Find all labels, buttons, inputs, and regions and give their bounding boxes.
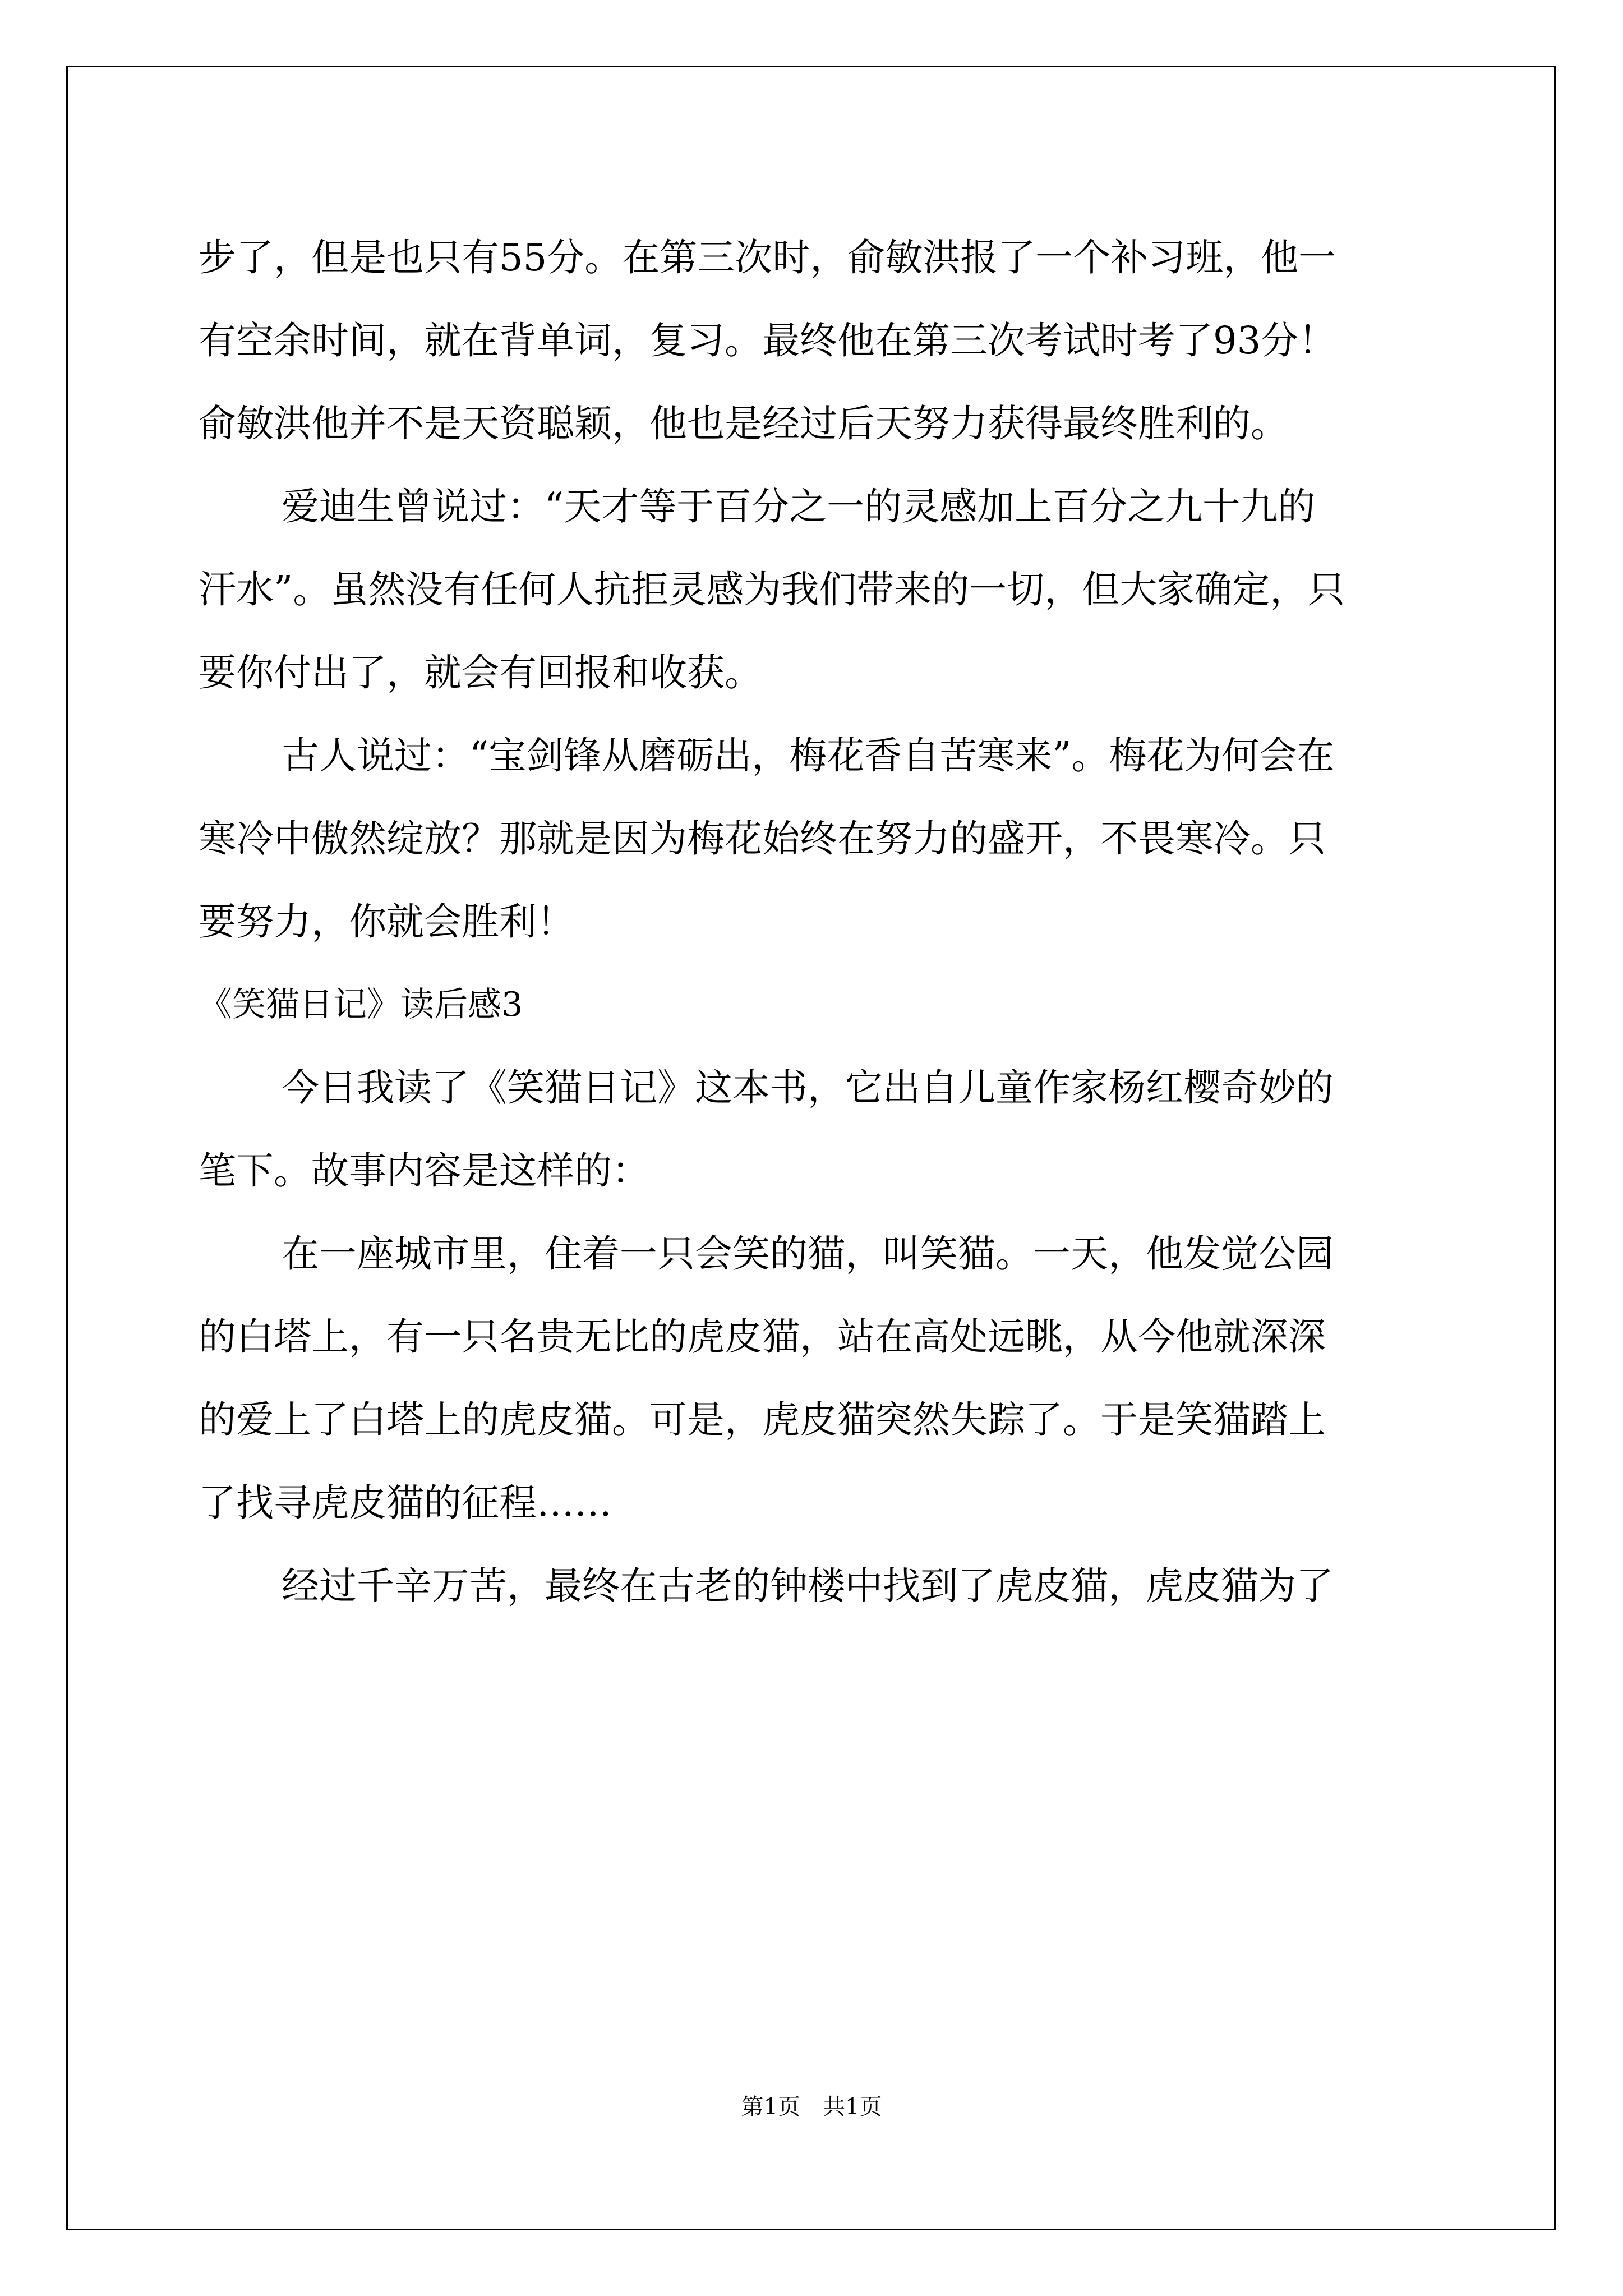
text-line: 经过千辛万苦，最终在古老的钟楼中找到了虎皮猫，虎皮猫为了 <box>282 1564 1334 1608</box>
text-line: 有空余时间，就在背单词，复习。最终他在第三次考试时考了93分！ <box>199 319 1336 362</box>
text-line: 了找寻虎皮猫的征程…… <box>199 1481 612 1525</box>
document-body <box>199 216 1441 1627</box>
text-line: 要努力，你就会胜利！ <box>199 900 574 944</box>
text-line: 今日我读了《笑猫日记》这本书，它出自儿童作家杨红樱奇妙的 <box>282 1066 1334 1110</box>
page-footer: 第1页 共1页 <box>741 2094 882 2120</box>
text-line: 笔下。故事内容是这样的： <box>199 1149 649 1193</box>
text-line: 在一座城市里，住着一只会笑的猫，叫笑猫。一天，他发觉公园 <box>282 1232 1334 1276</box>
text-line: 古人说过：“宝剑锋从磨砺出，梅花香自苦寒来”。梅花为何会在 <box>282 734 1335 777</box>
text-line: 俞敏洪他并不是天资聪颖，他也是经过后天努力获得最终胜利的。 <box>199 402 1288 445</box>
section-heading: 《笑猫日记》读后感3 <box>199 985 523 1024</box>
text-line: 爱迪生曾说过：“天才等于百分之一的灵感加上百分之九十九的 <box>282 485 1316 528</box>
text-line: 的白塔上，有一只名贵无比的虎皮猫，站在高处远眺，从今他就深深 <box>199 1315 1326 1359</box>
text-line: 寒冷中傲然绽放？那就是因为梅花始终在努力的盛开，不畏寒冷。只 <box>199 817 1326 861</box>
text-line: 要你付出了，就会有回报和收获。 <box>199 651 762 694</box>
text-line: 汗水”。虽然没有任何人抗拒灵感为我们带来的一切，但大家确定，只 <box>199 568 1345 611</box>
text-line: 的爱上了白塔上的虎皮猫。可是，虎皮猫突然失踪了。于是笑猫踏上 <box>199 1398 1326 1442</box>
text-line: 步了，但是也只有55分。在第三次时，俞敏洪报了一个补习班，他一 <box>199 236 1336 279</box>
